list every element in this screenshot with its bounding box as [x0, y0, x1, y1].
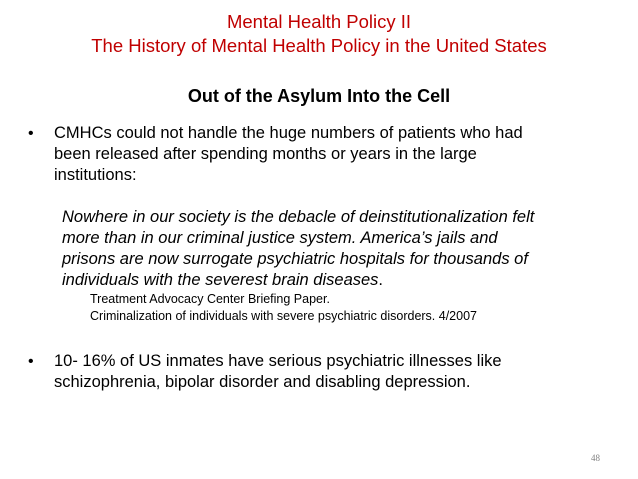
- quote-end-punct: .: [378, 271, 384, 289]
- slide-title-line1: Mental Health Policy II: [226, 11, 412, 32]
- quote-line-last: [62, 270, 622, 291]
- bullet-1-line: institutions:: [54, 166, 137, 184]
- citation: [90, 291, 477, 325]
- bullet-2-line: 10- 16% of US inmates have serious psychiatric illnesses like: [54, 352, 502, 370]
- bullet-2-line: schizophrenia, bipolar disorder and disabling depression.: [54, 373, 471, 391]
- bullet-1-line: been released after spending months or years in the large: [54, 145, 477, 163]
- citation-line1: Treatment Advocacy Center Briefing Paper.: [90, 292, 330, 306]
- quote-line: more than in our criminal justice system. America’s jails and: [62, 229, 498, 247]
- bullet-marker-1: •: [28, 125, 34, 142]
- slide-subtitle: Out of the Asylum Into the Cell: [187, 86, 451, 106]
- quote-block: [62, 207, 622, 291]
- bullet-text-2: [54, 351, 614, 393]
- quote-line: Nowhere in our society is the debacle of deinstitutionalization felt: [62, 208, 535, 226]
- quote-line: prisons are now surrogate psychiatric hospitals for thousands of: [62, 250, 528, 268]
- citation-line2: Criminalization of individuals with severe psychiatric disorders. 4/2007: [90, 309, 477, 323]
- quote-line-text: individuals with the severest brain diseases: [62, 271, 379, 289]
- bullet-marker-2: •: [28, 353, 34, 370]
- bullet-text-1: [54, 123, 614, 186]
- page-number: 48: [591, 453, 600, 463]
- bullet-1-line: CMHCs could not handle the huge numbers of patients who had: [54, 124, 523, 142]
- slide-title-line2: The History of Mental Health Policy in the United States: [91, 35, 547, 56]
